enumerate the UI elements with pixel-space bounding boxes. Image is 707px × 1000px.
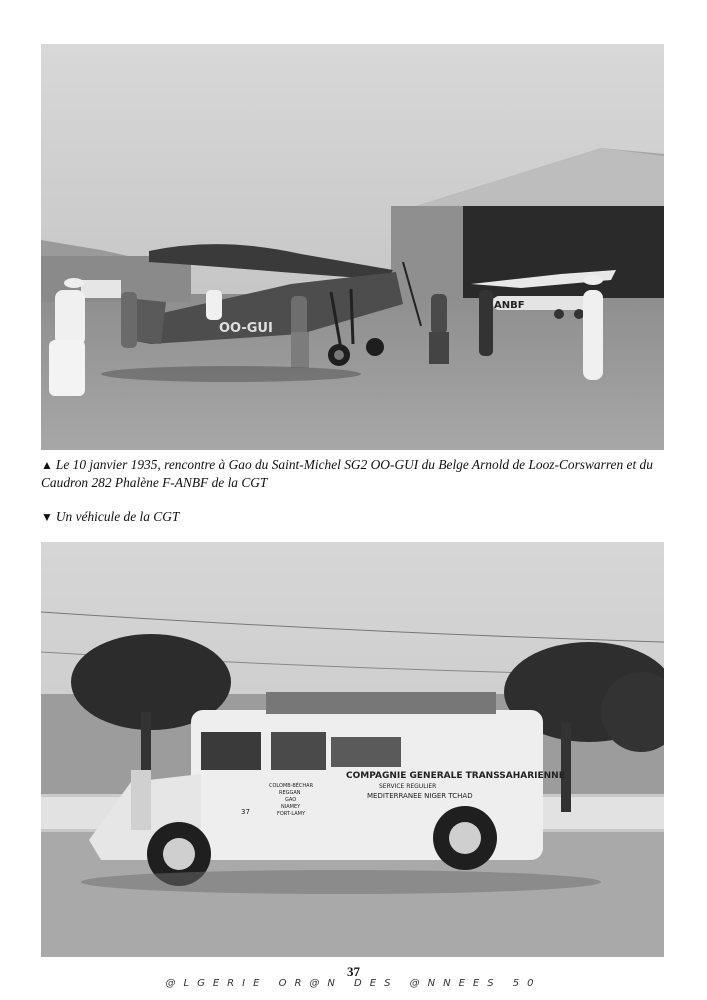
- caption-airfield: [41, 456, 666, 491]
- page-number: 37: [347, 964, 360, 979]
- svg-text:COMPAGNIE GENERALE TRANSSAHARI: COMPAGNIE GENERALE TRANSSAHARIENNE: [346, 771, 565, 781]
- triangle-down-icon: ▼: [41, 510, 53, 524]
- svg-text:MEDITERRANEE NIGER TCHAD: MEDITERRANEE NIGER TCHAD: [367, 792, 473, 800]
- photo-cgt-vehicle: [41, 542, 664, 957]
- svg-text:GAO: GAO: [285, 797, 297, 803]
- airfield-photo-graphic: [41, 44, 664, 450]
- svg-text:COLOMB-BÉCHAR: COLOMB-BÉCHAR: [269, 783, 314, 789]
- svg-text:REGGAN: REGGAN: [279, 790, 301, 796]
- svg-text:ANBF: ANBF: [494, 300, 525, 311]
- running-footer-title: @LGERIE OR@N DES @NNEES 50: [165, 978, 542, 989]
- svg-text:FORT-LAMY: FORT-LAMY: [277, 811, 306, 817]
- svg-text:NIAMEY: NIAMEY: [281, 804, 301, 810]
- caption-vehicle: [41, 508, 666, 526]
- svg-text:37: 37: [241, 808, 250, 816]
- svg-text:SERVICE REGULIER: SERVICE REGULIER: [379, 783, 437, 790]
- photo-airfield: [41, 44, 664, 450]
- triangle-up-icon: ▲: [41, 458, 53, 472]
- vehicle-photo-graphic: [41, 542, 664, 957]
- caption-vehicle-text: Un véhicule de la CGT: [55, 509, 180, 524]
- caption-airfield-text: Le 10 janvier 1935, rencontre à Gao du Saint-Michel SG2 OO-GUI du Belge Arnold de Looz-Corswarren et du Caudron 282 Phalène F-ANBF de la CGT: [41, 457, 653, 490]
- svg-text:OO-GUI: OO-GUI: [219, 321, 273, 336]
